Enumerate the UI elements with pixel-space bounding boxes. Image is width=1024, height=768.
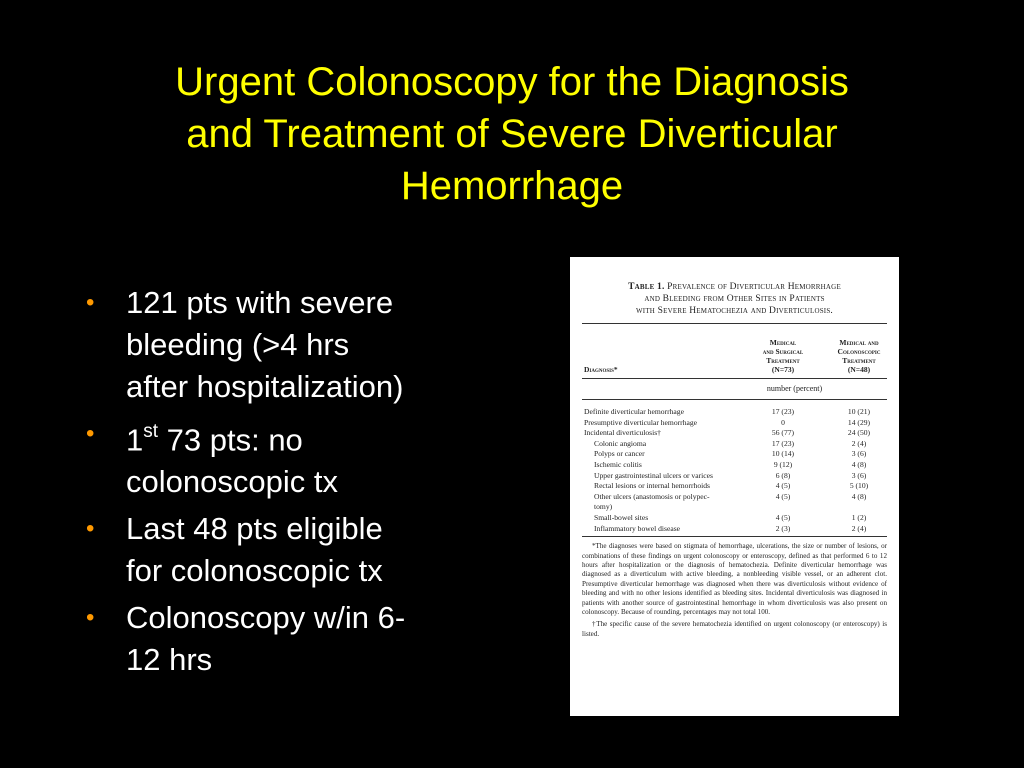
footnote: *The diagnoses were based on stigmata of hemorrhage, ulcerations, the size or number of lesions, or combinations of these findings on urgent colonoscopy or enteroscopy, defined as that performed 6 to 12 hours after hospitalization or the diagnosis of hematochezia. Definite diverticular hemorrhage was diagnosed as a diverticulum with active bleeding, a nonbleeding visible vessel, or an adherent clot. Presumptive diverticular hemorrhage was diagnosed when there was diverticulosis without evidence of bleeding and with no other lesions identified as bleeding sites. Incidental diverticulosis was diagnosed in patients with another source of gastrointestinal hemorrhage in whom diverticulosis was also present on colonoscopy. Because of rounding, percentages may not total 100. (582, 542, 887, 616)
row-value-medical-colonoscopic: 3 (6) (851, 449, 867, 459)
unit-label: number (percent) (766, 384, 823, 393)
table-footnotes (582, 542, 887, 639)
table-row (582, 449, 887, 460)
table-row (582, 492, 887, 503)
table-header (582, 326, 887, 376)
bullet-item (86, 508, 496, 592)
table-row (582, 471, 887, 482)
table-row (582, 428, 887, 439)
row-value-medical-surgical: 4 (5) (775, 481, 791, 491)
title-line: Hemorrhage (400, 164, 624, 208)
table-row (582, 407, 887, 418)
title-line: Urgent Colonoscopy for the Diagnosis (175, 60, 849, 104)
header-medical-colonoscopic (826, 338, 892, 374)
row-diagnosis: Small-bowel sites (594, 512, 649, 522)
header-line: Treatment (766, 356, 800, 365)
row-value-medical-surgical: 4 (5) (775, 512, 791, 522)
row-diagnosis: Other ulcers (anastomosis or polypec- (594, 491, 710, 501)
row-diagnosis: Ischemic colitis (594, 459, 642, 469)
bullet-item (86, 597, 496, 681)
bullet-item (86, 282, 496, 408)
row-value-medical-colonoscopic: 4 (8) (851, 491, 867, 501)
row-value-medical-surgical: 6 (8) (775, 470, 791, 480)
row-value-medical-surgical: 0 (781, 417, 785, 427)
bullet-line: 121 pts with severe (126, 285, 394, 320)
row-value-medical-surgical: 56 (77) (771, 428, 795, 438)
header-line: Treatment (842, 356, 876, 365)
bullet-item (86, 413, 496, 503)
bullet-line: bleeding (>4 hrs (126, 327, 350, 362)
bullet-dot-icon: • (86, 515, 95, 543)
row-value-medical-colonoscopic: 24 (50) (847, 428, 871, 438)
table-row (582, 502, 887, 513)
row-value-medical-surgical: 4 (5) (775, 491, 791, 501)
row-diagnosis: Upper gastrointestinal ulcers or varices (594, 470, 713, 480)
row-diagnosis: Inflammatory bowel disease (594, 523, 681, 533)
row-value-medical-colonoscopic: 3 (6) (851, 470, 867, 480)
row-diagnosis: Polyps or cancer (594, 449, 645, 459)
table-row (582, 418, 887, 429)
table-row (582, 439, 887, 450)
header-medical-surgical (752, 338, 814, 374)
header-line: and Surgical (762, 347, 804, 356)
header-line: Medical (769, 338, 797, 347)
footnote: †The specific cause of the severe hematochezia identified on urgent colonoscopy (or enteroscopy) is listed. (582, 620, 887, 638)
table-figure (570, 257, 899, 716)
table-label: Table 1. (628, 282, 665, 292)
bullet-line: after hospitalization) (126, 369, 404, 404)
caption-line: with Severe Hematochezia and Diverticulosis. (635, 306, 833, 316)
header-line: Colonoscopic (837, 347, 881, 356)
table-caption (582, 281, 887, 317)
bullet-list (86, 282, 496, 686)
row-value-medical-surgical: 17 (23) (771, 407, 795, 416)
bullet-line: Colonoscopy w/in 6- (126, 600, 406, 636)
table-rule (582, 399, 887, 400)
table-row (582, 460, 887, 471)
caption-line: and Bleeding from Other Sites in Patients (644, 294, 825, 304)
bullet-line: for colonoscopic tx (126, 553, 383, 589)
header-line: Medical and (839, 338, 879, 347)
table-row (582, 513, 887, 524)
table-rule (582, 536, 887, 537)
row-value-medical-surgical: 2 (3) (775, 523, 791, 533)
table-row (582, 524, 887, 535)
bullet-line: Last 48 pts eligible (126, 511, 383, 547)
row-value-medical-colonoscopic: 10 (21) (847, 407, 871, 416)
bullet-line (126, 413, 496, 461)
bullet-line: colonoscopic tx (126, 464, 338, 500)
row-diagnosis: Definite diverticular hemorrhage (584, 407, 684, 416)
table-rule (582, 378, 887, 379)
bullet-dot-icon: • (86, 604, 95, 632)
slide-title (60, 56, 964, 212)
bullet-text: 1 (126, 422, 144, 458)
row-value-medical-colonoscopic: 5 (10) (849, 481, 869, 491)
header-line: (N=48) (847, 365, 871, 374)
bullet-dot-icon: • (86, 289, 95, 316)
ordinal-superscript: st (143, 421, 159, 442)
table-row (582, 481, 887, 492)
row-value-medical-surgical: 9 (12) (773, 459, 793, 469)
title-line: and Treatment of Severe Diverticular (186, 112, 838, 156)
row-value-medical-surgical: 10 (14) (771, 449, 795, 459)
bullet-line: 12 hrs (126, 642, 213, 678)
row-diagnosis: Incidental diverticulosis† (584, 428, 661, 438)
row-diagnosis: Presumptive diverticular hemorrhage (584, 417, 698, 427)
row-value-medical-colonoscopic: 1 (2) (851, 512, 867, 522)
row-value-medical-colonoscopic: 14 (29) (847, 417, 871, 427)
row-value-medical-colonoscopic: 2 (4) (851, 438, 867, 448)
row-value-medical-colonoscopic: 2 (4) (851, 523, 867, 533)
header-diagnosis: Diagnosis* (584, 365, 618, 374)
bullet-text: 73 pts: no (158, 422, 303, 458)
row-value-medical-surgical: 17 (23) (771, 438, 795, 448)
table-body (582, 407, 887, 534)
table-rule (582, 323, 887, 324)
caption-line: Prevalence of Diverticular Hemorrhage (667, 282, 841, 292)
header-line: (N=73) (771, 365, 795, 374)
row-diagnosis: Rectal lesions or internal hemorrhoids (594, 481, 710, 491)
bullet-dot-icon: • (86, 420, 95, 447)
row-diagnosis: Colonic angioma (594, 438, 647, 448)
row-diagnosis: tomy) (594, 502, 613, 512)
row-value-medical-colonoscopic: 4 (8) (851, 459, 867, 469)
